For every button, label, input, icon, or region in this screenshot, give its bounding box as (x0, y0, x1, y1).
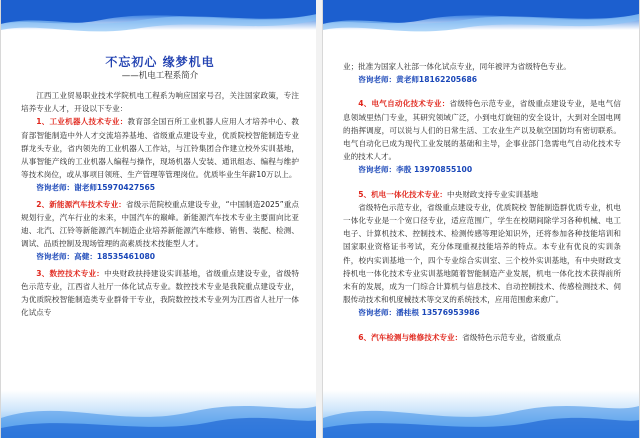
top-wave-decoration (1, 0, 317, 40)
major-3-text: 中央财政扶持建设实训基地，省级重点建设专业，省级特色示范专业，江西省人社厅一体化试点专业。数控技术专业是我院重点建设专业，为优质院校智能制造类专业群骨干专业，我院数控技术专业列为江西省人社厅一体化试点专 (21, 268, 299, 318)
major-4-label: 4、电气自动化技术专业： (358, 99, 450, 109)
major-1-label: 1、工业机器人技术专业： (36, 117, 128, 127)
bottom-wave-decoration (323, 378, 639, 438)
major-1 (21, 115, 299, 181)
major-2 (21, 198, 299, 251)
page-title: 不忘初心 缘梦机电 (105, 55, 215, 69)
major-5-text-2: 省级特色示范专业，省级重点建设专业，优质院校 智能制造群优质专业，机电一体化专业是一个宽口径专业，适应范围广，学生在校期间除学习各种机械、电工电子、计算机技术、控制技术、检测传感等理论知识外，还将参加各种技能培训和国家职业资格证书考试，充分体现重视技能培养的特点。本专业有优良的实训条件，校内实训基地一个，四个专业综合实训室、三个校外实训基地，有中央财政支持机电一体化技术专业实训基地随着智能制造产业发展，机电一体化技术获得前所未有的发展，成为一门综合计算机与信息技术、自动控制技术、传感检测技术、伺服传动技术和机度械技术等交叉的系统技术，应用范围愈来愈广。 (343, 202, 621, 305)
major-5 (343, 188, 621, 201)
right-page (322, 0, 640, 438)
major-1-text: 教育部全国百所工业机器人应用人才培养中心、教育部智能制造中外人才交流培养基地、省级重点建设专业，优质院校智能制造专业群龙头专业，省内领先的工业机器人工作站，与江铃集团合作建立校外实训基地，从事智能产线的工业机器人编程与操作，现场机器人安装、通讯组态、编程与维护等技术岗位，或从事项目领班、生产管理等管理岗位。优质毕业生年薪10万以上。 (21, 117, 299, 180)
major-2-contact: 咨询老师：高健：18535461080 (36, 252, 156, 262)
major-3 (21, 267, 299, 320)
bottom-wave-decoration (1, 378, 317, 438)
page-subtitle: ——机电工程系简介 (121, 71, 199, 81)
major-3-contact: 咨询老师：黄老师18162205686 (358, 75, 478, 85)
major-5-label: 5、机电一体化技术专业： (358, 189, 448, 199)
major-5-text-1: 中央财政支持专业实训基地 (447, 189, 539, 199)
major-6-text: 省级特色示范专业，省级重点 (462, 332, 561, 342)
major-4-contact: 咨询老师：李殷 13970855100 (358, 165, 473, 175)
major-2-label: 2、新能源汽车技术专业： (36, 199, 126, 209)
intro-text: 江西工业贸易职业技术学院机电工程系为响应国家号召，关注国家政策，专注培养专业人才，开设以下专业： (21, 91, 299, 114)
top-wave-decoration (323, 0, 639, 40)
major-4-text: 省级特色示范专业，省级重点建设专业，是电气信息领域里热门专业，其研究领域广泛，小到电灯旋钮的安全设计，大到对全国电网的指挥调度，可以说与人们的日常生活、工农业生产以及航空国防均有密切联系。电气自动化已成为现代工业发展的基础和主导，企事业部门急需电气自动化技术专业的技术人才。 (343, 99, 621, 162)
major-1-contact: 咨询老师：谢老师15970427565 (36, 183, 156, 193)
major-4 (343, 97, 621, 163)
major-3-label: 3、数控技术专业： (36, 268, 105, 278)
major-6-label: 6、汽车检测与维修技术专业： (358, 332, 463, 342)
major-6 (343, 331, 621, 344)
left-page (0, 0, 318, 438)
major-2-text: 省级示范院校重点建设专业，“中国制造2025”重点规划行业，汽车行业的未来，中国汽车的巅峰。新能源汽车技术专业主要面向比亚迪、北汽、江铃等新能源汽车制造企业培养新能源汽车维修、销售、装配、检测、调试、品质控制及现场管理的高素质技术技能型人才。 (21, 199, 299, 249)
major-3-continued: 业；批准为国家人社部一体化试点专业，同年被评为省级特色专业。 (343, 62, 571, 71)
major-5-contact: 咨询老师：潘桂根 13576953986 (358, 308, 480, 318)
